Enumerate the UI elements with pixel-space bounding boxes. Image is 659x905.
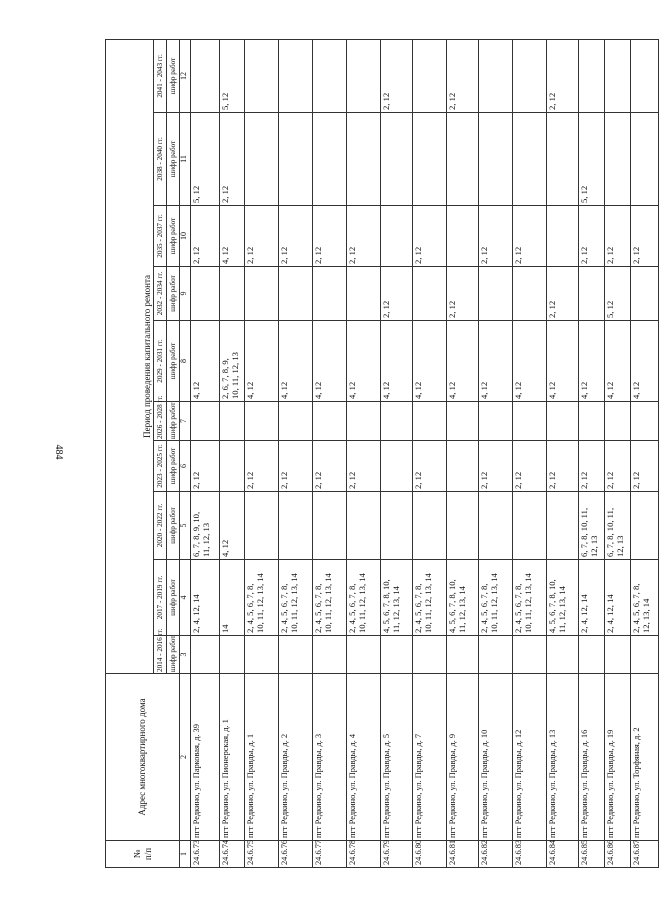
row-number: 24.6.86 bbox=[605, 841, 631, 868]
work-code-cell bbox=[381, 206, 413, 267]
capital-repair-schedule-table bbox=[105, 39, 659, 868]
table-row bbox=[347, 39, 381, 867]
work-code-cell: 6, 7, 8, 10, 11, 12, 13 bbox=[579, 492, 605, 560]
building-address: пгт Редкино, ул. Правды, д. 5 bbox=[381, 674, 413, 841]
work-code-cell: 2, 12 bbox=[605, 441, 631, 492]
work-code-cell bbox=[245, 636, 279, 674]
column-number: 10 bbox=[180, 206, 191, 267]
work-code-cell bbox=[447, 492, 479, 560]
header-work-code: шифр работ bbox=[167, 39, 180, 112]
work-code-cell: 2, 12 bbox=[513, 206, 547, 267]
row-number: 24.6.84 bbox=[547, 841, 579, 868]
header-work-code: шифр работ bbox=[167, 402, 180, 441]
work-code-cell bbox=[579, 402, 605, 441]
column-number: 3 bbox=[180, 636, 191, 674]
work-code-cell bbox=[191, 267, 220, 321]
work-code-cell: 2, 12 bbox=[191, 441, 220, 492]
work-code-cell bbox=[479, 39, 513, 112]
work-code-cell: 2, 4, 12, 14 bbox=[191, 560, 220, 636]
work-code-cell: 2, 12 bbox=[347, 441, 381, 492]
work-code-cell bbox=[413, 402, 447, 441]
work-code-cell: 4, 5, 6, 7, 8, 10, 11, 12, 13, 14 bbox=[381, 560, 413, 636]
table-row bbox=[220, 39, 245, 867]
work-code-cell bbox=[279, 492, 313, 560]
row-number: 24.6.77 bbox=[313, 841, 347, 868]
work-code-cell: 2, 12 bbox=[513, 441, 547, 492]
work-code-cell bbox=[220, 636, 245, 674]
work-code-cell: 4, 12 bbox=[447, 321, 479, 402]
work-code-cell bbox=[245, 39, 279, 112]
work-code-cell: 5, 12 bbox=[579, 113, 605, 206]
work-code-cell: 4, 12 bbox=[191, 321, 220, 402]
work-code-cell bbox=[579, 636, 605, 674]
work-code-cell: 2, 12 bbox=[605, 206, 631, 267]
work-code-cell: 4, 12 bbox=[605, 321, 631, 402]
building-address: пгт Редкино, ул. Правды, д. 7 bbox=[413, 674, 447, 841]
work-code-cell bbox=[413, 267, 447, 321]
work-code-cell: 2, 4, 5, 6, 7, 8, 10, 11, 12, 13, 14 bbox=[245, 560, 279, 636]
table-row bbox=[413, 39, 447, 867]
work-code-cell: 2, 12 bbox=[347, 206, 381, 267]
work-code-cell: 2, 12 bbox=[220, 113, 245, 206]
table-row bbox=[579, 39, 605, 867]
work-code-cell bbox=[513, 39, 547, 112]
work-code-cell bbox=[447, 206, 479, 267]
work-code-cell bbox=[447, 636, 479, 674]
work-code-cell: 2, 12 bbox=[381, 39, 413, 112]
building-address: пгт Редкино, ул. Правды, д. 9 bbox=[447, 674, 479, 841]
work-code-cell bbox=[279, 636, 313, 674]
work-code-cell bbox=[413, 113, 447, 206]
work-code-cell bbox=[347, 636, 381, 674]
work-code-cell bbox=[313, 113, 347, 206]
header-work-code: шифр работ bbox=[167, 560, 180, 636]
column-number: 6 bbox=[180, 441, 191, 492]
work-code-cell bbox=[547, 402, 579, 441]
table-row bbox=[513, 39, 547, 867]
work-code-cell: 2, 6, 7, 8, 9, 10, 11, 12, 13 bbox=[220, 321, 245, 402]
work-code-cell: 2, 12 bbox=[279, 441, 313, 492]
work-code-cell bbox=[605, 113, 631, 206]
header-num: № п/п bbox=[106, 841, 180, 868]
work-code-cell bbox=[631, 39, 659, 112]
work-code-cell bbox=[313, 636, 347, 674]
work-code-cell: 2, 4, 5, 6, 7, 8, 10, 11, 12, 13, 14 bbox=[313, 560, 347, 636]
work-code-cell: 5, 12 bbox=[191, 113, 220, 206]
work-code-cell bbox=[381, 636, 413, 674]
page-number: 484 bbox=[53, 444, 64, 460]
work-code-cell: 4, 12 bbox=[220, 206, 245, 267]
header-work-code: шифр работ bbox=[167, 113, 180, 206]
header-work-code: шифр работ bbox=[167, 636, 180, 674]
building-address: пгт Редкино, ул. Правды, д. 4 bbox=[347, 674, 381, 841]
column-number: 9 bbox=[180, 267, 191, 321]
header-period-group: Период проведения капитального ремонта bbox=[106, 39, 154, 673]
row-number: 24.6.82 bbox=[479, 841, 513, 868]
work-code-cell bbox=[579, 267, 605, 321]
header-period: 2035 - 2037 гг. bbox=[154, 206, 167, 267]
work-code-cell bbox=[631, 113, 659, 206]
work-code-cell bbox=[347, 402, 381, 441]
work-code-cell bbox=[631, 267, 659, 321]
work-code-cell: 4, 12 bbox=[245, 321, 279, 402]
work-code-cell bbox=[313, 492, 347, 560]
work-code-cell: 2, 12 bbox=[579, 206, 605, 267]
work-code-cell: 2, 12 bbox=[447, 39, 479, 112]
header-period: 2038 - 2040 гг. bbox=[154, 113, 167, 206]
work-code-cell: 2, 12 bbox=[413, 441, 447, 492]
work-code-cell: 2, 12 bbox=[313, 206, 347, 267]
building-address: пгт Редкино, ул. Правды, д. 12 bbox=[513, 674, 547, 841]
work-code-cell bbox=[313, 39, 347, 112]
work-code-cell: 2, 4, 5, 6, 7, 8, 10, 11, 12, 13, 14 bbox=[479, 560, 513, 636]
work-code-cell: 2, 12 bbox=[381, 267, 413, 321]
column-number: 5 bbox=[180, 492, 191, 560]
building-address: пгт Редкино, ул. Парковая, д. 39 bbox=[191, 674, 220, 841]
header-period: 2041 - 2043 гг. bbox=[154, 39, 167, 112]
work-code-cell bbox=[605, 402, 631, 441]
work-code-cell: 4, 12 bbox=[220, 492, 245, 560]
work-code-cell: 2, 12 bbox=[279, 206, 313, 267]
work-code-cell: 5, 12 bbox=[220, 39, 245, 112]
work-code-cell: 2, 4, 5, 6, 7, 8, 10, 11, 12, 13, 14 bbox=[347, 560, 381, 636]
row-number: 24.6.87 bbox=[631, 841, 659, 868]
work-code-cell bbox=[381, 402, 413, 441]
work-code-cell bbox=[479, 636, 513, 674]
table-row bbox=[479, 39, 513, 867]
work-code-cell: 2, 12 bbox=[479, 206, 513, 267]
work-code-cell: 2, 12 bbox=[631, 206, 659, 267]
work-code-cell bbox=[245, 492, 279, 560]
table-row bbox=[605, 39, 631, 867]
work-code-cell bbox=[547, 206, 579, 267]
column-number: 12 bbox=[180, 39, 191, 112]
work-code-cell bbox=[413, 492, 447, 560]
work-code-cell bbox=[279, 402, 313, 441]
work-code-cell: 2, 12 bbox=[313, 441, 347, 492]
header-work-code: шифр работ bbox=[167, 267, 180, 321]
work-code-cell bbox=[547, 113, 579, 206]
work-code-cell bbox=[191, 636, 220, 674]
row-number: 24.6.83 bbox=[513, 841, 547, 868]
building-address: пгт Редкино, ул. Правды, д. 16 bbox=[579, 674, 605, 841]
work-code-cell bbox=[191, 402, 220, 441]
column-number: 8 bbox=[180, 321, 191, 402]
work-code-cell: 2, 12 bbox=[191, 206, 220, 267]
work-code-cell bbox=[381, 492, 413, 560]
table-row bbox=[447, 39, 479, 867]
work-code-cell bbox=[347, 39, 381, 112]
work-code-cell bbox=[279, 113, 313, 206]
building-address: пгт Редкино, ул. Правды, д. 1 bbox=[245, 674, 279, 841]
work-code-cell bbox=[479, 113, 513, 206]
work-code-cell bbox=[447, 441, 479, 492]
work-code-cell bbox=[479, 267, 513, 321]
header-work-code: шифр работ bbox=[167, 492, 180, 560]
work-code-cell bbox=[605, 39, 631, 112]
building-address: пгт Редкино, ул. Правды, д. 10 bbox=[479, 674, 513, 841]
table-row bbox=[631, 39, 659, 867]
row-number: 24.6.85 bbox=[579, 841, 605, 868]
table-row bbox=[547, 39, 579, 867]
work-code-cell bbox=[381, 113, 413, 206]
work-code-cell bbox=[513, 492, 547, 560]
work-code-cell bbox=[220, 441, 245, 492]
work-code-cell: 2, 12 bbox=[547, 441, 579, 492]
column-number: 2 bbox=[180, 674, 191, 841]
row-number: 24.6.73 bbox=[191, 841, 220, 868]
table-row bbox=[381, 39, 413, 867]
column-number: 11 bbox=[180, 113, 191, 206]
work-code-cell: 4, 12 bbox=[279, 321, 313, 402]
work-code-cell bbox=[447, 402, 479, 441]
work-code-cell bbox=[513, 113, 547, 206]
work-code-cell bbox=[347, 113, 381, 206]
work-code-cell: 2, 12 bbox=[245, 441, 279, 492]
work-code-cell: 2, 12 bbox=[447, 267, 479, 321]
work-code-cell: 14 bbox=[220, 560, 245, 636]
work-code-cell bbox=[513, 636, 547, 674]
work-code-cell: 4, 5, 6, 7, 8, 10, 11, 12, 13, 14 bbox=[547, 560, 579, 636]
work-code-cell: 4, 12 bbox=[513, 321, 547, 402]
work-code-cell bbox=[245, 402, 279, 441]
work-code-cell bbox=[220, 402, 245, 441]
header-period: 2014 - 2016 гг. bbox=[154, 636, 167, 674]
work-code-cell bbox=[413, 39, 447, 112]
work-code-cell: 5, 12 bbox=[605, 267, 631, 321]
row-number: 24.6.80 bbox=[413, 841, 447, 868]
work-code-cell bbox=[447, 113, 479, 206]
work-code-cell bbox=[191, 39, 220, 112]
work-code-cell: 2, 4, 5, 6, 7, 8, 10, 11, 12, 13, 14 bbox=[279, 560, 313, 636]
row-number: 24.6.74 bbox=[220, 841, 245, 868]
column-number: 4 bbox=[180, 560, 191, 636]
work-code-cell bbox=[279, 39, 313, 112]
header-period: 2029 - 2031 гг. bbox=[154, 321, 167, 402]
header-address: Адрес многоквартирного дома bbox=[106, 674, 180, 841]
work-code-cell: 2, 4, 12, 14 bbox=[579, 560, 605, 636]
work-code-cell: 2, 12 bbox=[547, 39, 579, 112]
row-number: 24.6.81 bbox=[447, 841, 479, 868]
work-code-cell bbox=[347, 267, 381, 321]
work-code-cell: 2, 12 bbox=[413, 206, 447, 267]
work-code-cell bbox=[381, 441, 413, 492]
work-code-cell bbox=[513, 402, 547, 441]
work-code-cell: 4, 12 bbox=[381, 321, 413, 402]
building-address: пгт Редкино, ул. Правды, д. 2 bbox=[279, 674, 313, 841]
work-code-cell: 2, 12 bbox=[631, 441, 659, 492]
table-row bbox=[313, 39, 347, 867]
header-period: 2020 - 2022 гг. bbox=[154, 492, 167, 560]
work-code-cell: 6, 7, 8, 9, 10, 11, 12, 13 bbox=[191, 492, 220, 560]
work-code-cell bbox=[513, 267, 547, 321]
work-code-cell bbox=[605, 636, 631, 674]
header-work-code: шифр работ bbox=[167, 321, 180, 402]
work-code-cell bbox=[479, 402, 513, 441]
work-code-cell: 2, 4, 5, 6, 7, 8, 10, 11, 12, 13, 14 bbox=[413, 560, 447, 636]
building-address: пгт Редкино, ул. Правды, д. 19 bbox=[605, 674, 631, 841]
column-number: 1 bbox=[180, 841, 191, 868]
table-row bbox=[191, 39, 220, 867]
work-code-cell bbox=[479, 492, 513, 560]
header-work-code: шифр работ bbox=[167, 206, 180, 267]
table-row bbox=[279, 39, 313, 867]
work-code-cell bbox=[245, 267, 279, 321]
work-code-cell bbox=[631, 492, 659, 560]
header-period: 2017 - 2019 гг. bbox=[154, 560, 167, 636]
column-number: 7 bbox=[180, 402, 191, 441]
work-code-cell: 2, 12 bbox=[547, 267, 579, 321]
work-code-cell: 2, 12 bbox=[479, 441, 513, 492]
work-code-cell bbox=[220, 267, 245, 321]
building-address: пгт Редкино, ул. Пионерская, д. 1 bbox=[220, 674, 245, 841]
work-code-cell bbox=[547, 636, 579, 674]
rotated-table-wrapper bbox=[105, 40, 651, 868]
work-code-cell: 4, 12 bbox=[347, 321, 381, 402]
work-code-cell: 4, 12 bbox=[479, 321, 513, 402]
work-code-cell bbox=[547, 492, 579, 560]
building-address: пгт Редкино, ул. Правды, д. 13 bbox=[547, 674, 579, 841]
work-code-cell: 2, 12 bbox=[579, 441, 605, 492]
work-code-cell: 6, 7, 8, 10, 11, 12, 13 bbox=[605, 492, 631, 560]
building-address: пгт Редкино, ул. Торфяная, д. 2 bbox=[631, 674, 659, 841]
work-code-cell bbox=[279, 267, 313, 321]
work-code-cell: 2, 4, 12, 14 bbox=[605, 560, 631, 636]
row-number: 24.6.78 bbox=[347, 841, 381, 868]
work-code-cell: 4, 12 bbox=[313, 321, 347, 402]
work-code-cell bbox=[245, 113, 279, 206]
work-code-cell bbox=[579, 39, 605, 112]
work-code-cell: 2, 4, 5, 6, 7, 8, 12, 13, 14 bbox=[631, 560, 659, 636]
header-work-code: шифр работ bbox=[167, 441, 180, 492]
work-code-cell: 4, 12 bbox=[579, 321, 605, 402]
row-number: 24.6.76 bbox=[279, 841, 313, 868]
work-code-cell bbox=[631, 402, 659, 441]
work-code-cell: 4, 12 bbox=[413, 321, 447, 402]
header-period: 2032 - 2034 гг. bbox=[154, 267, 167, 321]
work-code-cell: 2, 12 bbox=[245, 206, 279, 267]
work-code-cell: 2, 4, 5, 6, 7, 8, 10, 11, 12, 13, 14 bbox=[513, 560, 547, 636]
work-code-cell bbox=[413, 636, 447, 674]
table-row bbox=[245, 39, 279, 867]
work-code-cell: 4, 12 bbox=[631, 321, 659, 402]
work-code-cell: 4, 5, 6, 7, 8, 10, 11, 12, 13, 14 bbox=[447, 560, 479, 636]
building-address: пгт Редкино, ул. Правды, д. 3 bbox=[313, 674, 347, 841]
work-code-cell bbox=[313, 267, 347, 321]
header-period: 2026 - 2028 гг. bbox=[154, 402, 167, 441]
row-number: 24.6.75 bbox=[245, 841, 279, 868]
work-code-cell: 4, 12 bbox=[547, 321, 579, 402]
work-code-cell bbox=[347, 492, 381, 560]
work-code-cell bbox=[313, 402, 347, 441]
work-code-cell bbox=[631, 636, 659, 674]
row-number: 24.6.79 bbox=[381, 841, 413, 868]
header-period: 2023 - 2025 гг. bbox=[154, 441, 167, 492]
